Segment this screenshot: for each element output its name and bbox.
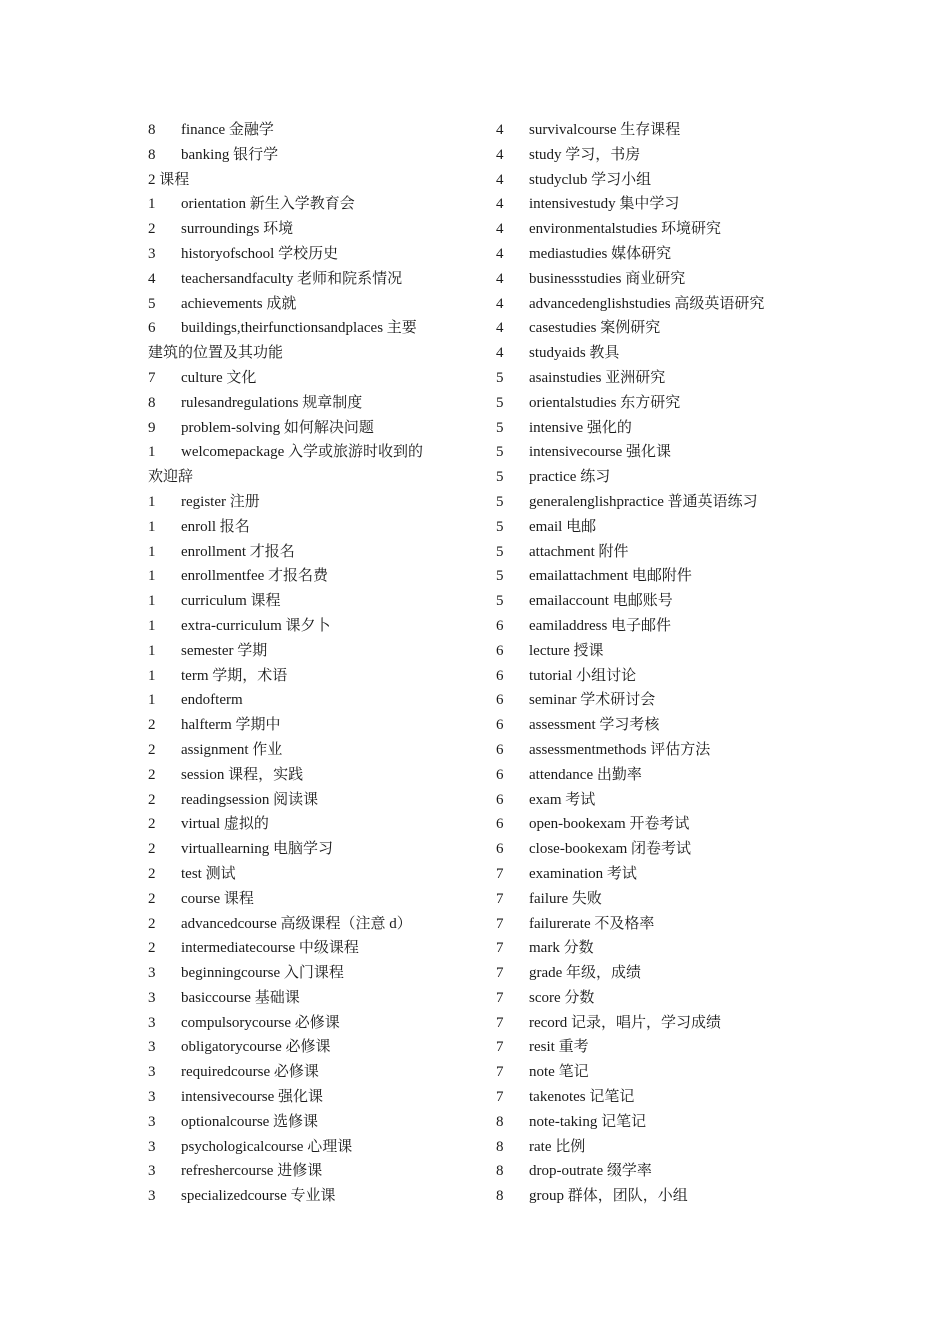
vocab-entry — [496, 936, 826, 961]
entry-text: readingsession 阅读课 — [181, 791, 319, 808]
entry-text: grade 年级，成绩 — [529, 965, 642, 982]
vocab-entry — [496, 812, 826, 837]
entry-number: 1 — [148, 642, 156, 659]
vocab-entry — [496, 1085, 826, 1110]
vocab-entry — [148, 1184, 468, 1209]
entry-number: 4 — [148, 270, 156, 287]
entry-number: 2 — [148, 791, 156, 808]
entry-text: beginningcourse 入门课程 — [181, 965, 344, 982]
vocab-entry — [148, 1159, 468, 1184]
entry-text: virtual 虚拟的 — [181, 816, 269, 833]
vocab-entry — [496, 540, 826, 565]
vocab-entry — [496, 788, 826, 813]
entry-text: emailaccount 电邮账号 — [529, 593, 673, 610]
entry-number: 5 — [496, 444, 504, 461]
vocab-entry — [496, 639, 826, 664]
vocab-entry — [496, 564, 826, 589]
entry-text: emailattachment 电邮附件 — [529, 568, 692, 585]
entry-text: record 记录，唱片，学习成绩 — [529, 1014, 722, 1031]
vocabulary-column-right — [496, 118, 826, 1209]
vocab-entry — [148, 217, 468, 242]
entry-number: 6 — [496, 766, 504, 783]
vocab-entry — [148, 812, 468, 837]
entry-number: 2 — [148, 741, 156, 758]
entry-text: basiccourse 基础课 — [181, 989, 300, 1006]
entry-text: studyclub 学习小组 — [529, 171, 652, 188]
entry-number: 7 — [496, 915, 504, 932]
entry-text: finance 金融学 — [181, 122, 274, 138]
vocab-entry — [148, 713, 468, 738]
entry-number: 7 — [496, 989, 504, 1006]
vocab-entry — [496, 366, 826, 391]
entry-text: environmentalstudies 环境研究 — [529, 221, 722, 238]
entry-text: score 分数 — [529, 989, 595, 1006]
vocab-entry — [496, 1035, 826, 1060]
entry-number: 6 — [148, 320, 156, 337]
vocab-entry — [496, 1011, 826, 1036]
entry-number: 4 — [496, 196, 504, 213]
vocab-entry — [496, 168, 826, 193]
entry-number: 6 — [496, 741, 504, 758]
vocab-entry — [148, 366, 468, 391]
entry-text: course 课程 — [181, 890, 254, 907]
vocab-entry — [496, 1159, 826, 1184]
entry-number: 3 — [148, 965, 156, 982]
entry-number: 8 — [496, 1113, 504, 1130]
vocab-entry — [148, 887, 468, 912]
entry-number: 1 — [148, 543, 156, 560]
entry-text: practice 练习 — [529, 469, 611, 486]
vocab-entry — [148, 1110, 468, 1135]
entry-number: 6 — [496, 791, 504, 808]
entry-text: assessment 学习考核 — [529, 717, 660, 734]
entry-number: 3 — [148, 1113, 156, 1130]
vocab-entry — [148, 664, 468, 689]
entry-text: historyofschool 学校历史 — [181, 245, 339, 262]
entry-text: virtuallearning 电脑学习 — [181, 841, 334, 858]
entry-text: buildings,theirfunctionsandplaces 主要 — [181, 320, 417, 337]
entry-number: 6 — [496, 692, 504, 709]
entry-text: problem-solving 如何解决问题 — [181, 419, 374, 436]
entry-number: 4 — [496, 122, 504, 138]
entry-number: 7 — [496, 890, 504, 907]
vocab-entry — [496, 292, 826, 317]
entry-text: term 学期，术语 — [181, 667, 288, 684]
entry-text: exam 考试 — [529, 791, 596, 808]
vocab-entry — [496, 763, 826, 788]
entry-text: 欢迎辞 — [148, 469, 194, 486]
vocab-entry — [496, 664, 826, 689]
entry-text: rate 比例 — [529, 1138, 586, 1155]
entry-text: failure 失败 — [529, 890, 602, 907]
entry-number: 8 — [496, 1138, 504, 1155]
entry-text: orientation 新生入学教育会 — [181, 196, 355, 213]
entry-number: 8 — [148, 146, 156, 163]
entry-text: open-bookexam 开卷考试 — [529, 816, 690, 833]
entry-text: generalenglishpractice 普通英语练习 — [529, 493, 758, 510]
entry-text: failurerate 不及格率 — [529, 915, 655, 932]
entry-text: achievements 成就 — [181, 295, 297, 312]
vocab-entry — [148, 1011, 468, 1036]
entry-number: 1 — [148, 196, 156, 213]
vocab-entry — [496, 713, 826, 738]
entry-text: examination 考试 — [529, 865, 637, 882]
entry-text: attachment 附件 — [529, 543, 629, 560]
entry-number: 8 — [496, 1163, 504, 1180]
entry-text: advancedcourse 高级课程（注意 d） — [181, 915, 412, 932]
entry-text: mark 分数 — [529, 940, 594, 957]
entry-text: takenotes 记笔记 — [529, 1089, 635, 1106]
vocab-entry — [148, 837, 468, 862]
vocab-entry — [148, 192, 468, 217]
vocab-entry — [148, 490, 468, 515]
vocab-entry — [496, 118, 826, 143]
entry-number: 4 — [496, 295, 504, 312]
vocab-entry — [148, 738, 468, 763]
entry-number: 7 — [496, 1014, 504, 1031]
entry-text: refreshercourse 进修课 — [181, 1163, 323, 1180]
vocab-entry — [148, 416, 468, 441]
entry-text: surroundings 环境 — [181, 221, 294, 238]
entry-number: 3 — [148, 245, 156, 262]
vocab-entry — [496, 738, 826, 763]
entry-number: 4 — [496, 146, 504, 163]
vocab-entry — [148, 912, 468, 937]
entry-number: 4 — [496, 345, 504, 362]
entry-text: casestudies 案例研究 — [529, 320, 661, 337]
entry-number: 6 — [496, 816, 504, 833]
entry-number: 1 — [148, 617, 156, 634]
entry-number: 6 — [496, 642, 504, 659]
vocab-entry — [148, 936, 468, 961]
vocab-entry — [496, 440, 826, 465]
entry-number: 7 — [496, 865, 504, 882]
vocab-entry — [496, 837, 826, 862]
entry-text: enrollment 才报名 — [181, 543, 295, 560]
entry-number: 3 — [148, 989, 156, 1006]
vocab-entry — [496, 192, 826, 217]
entry-number: 2 — [148, 221, 156, 238]
entry-text: register 注册 — [181, 493, 260, 510]
vocab-entry — [148, 589, 468, 614]
entry-number: 1 — [148, 692, 156, 709]
entry-number: 3 — [148, 1064, 156, 1081]
vocab-entry — [496, 862, 826, 887]
entry-number: 6 — [496, 841, 504, 858]
entry-number: 5 — [496, 543, 504, 560]
entry-text: intensivecourse 强化课 — [529, 444, 672, 461]
entry-number: 7 — [148, 369, 156, 386]
vocab-entry — [148, 242, 468, 267]
vocab-entry — [148, 688, 468, 713]
entry-number: 1 — [148, 667, 156, 684]
entry-number: 1 — [148, 493, 156, 510]
entry-number: 4 — [496, 171, 504, 188]
entry-text: close-bookexam 闭卷考试 — [529, 841, 692, 858]
entry-text: eamiladdress 电子邮件 — [529, 617, 672, 634]
vocab-entry — [148, 1035, 468, 1060]
vocab-entry — [496, 589, 826, 614]
entry-text: intermediatecourse 中级课程 — [181, 940, 359, 957]
entry-number: 7 — [496, 1089, 504, 1106]
entry-text: intensivecourse 强化课 — [181, 1089, 324, 1106]
entry-number: 7 — [496, 1039, 504, 1056]
entry-text: asainstudies 亚洲研究 — [529, 369, 666, 386]
entry-text: psychologicalcourse 心理课 — [181, 1138, 353, 1155]
vocab-entry — [496, 1110, 826, 1135]
entry-number: 7 — [496, 965, 504, 982]
vocab-entry — [496, 515, 826, 540]
entry-text: 建筑的位置及其功能 — [148, 345, 284, 362]
entry-number: 2 — [148, 890, 156, 907]
entry-number: 2 — [148, 915, 156, 932]
vocab-entry — [496, 391, 826, 416]
entry-number: 2 — [148, 717, 156, 734]
entry-text: tutorial 小组讨论 — [529, 667, 637, 684]
entry-text: banking 银行学 — [181, 146, 279, 163]
vocab-entry — [148, 118, 468, 143]
entry-number: 5 — [496, 568, 504, 585]
vocab-entry — [148, 316, 468, 341]
entry-text: resit 重考 — [529, 1039, 589, 1056]
entry-number: 5 — [496, 518, 504, 535]
entry-text: intensivestudy 集中学习 — [529, 196, 680, 213]
vocab-entry — [496, 688, 826, 713]
vocab-entry — [496, 1184, 826, 1209]
entry-number: 8 — [148, 394, 156, 411]
entry-text: curriculum 课程 — [181, 593, 281, 610]
entry-number: 2 — [148, 865, 156, 882]
entry-number: 1 — [148, 444, 156, 461]
entry-text: seminar 学术研讨会 — [529, 692, 656, 709]
entry-number: 1 — [148, 518, 156, 535]
entry-text: assessmentmethods 评估方法 — [529, 741, 711, 758]
vocab-entry — [496, 1135, 826, 1160]
entry-text: teachersandfaculty 老师和院系情况 — [181, 270, 403, 287]
vocab-entry — [148, 292, 468, 317]
entry-number: 6 — [496, 667, 504, 684]
entry-text: intensive 强化的 — [529, 419, 632, 436]
entry-text: survivalcourse 生存课程 — [529, 122, 681, 138]
entry-number: 5 — [496, 493, 504, 510]
entry-text: assignment 作业 — [181, 741, 283, 758]
vocab-entry — [148, 440, 468, 465]
entry-text: obligatorycourse 必修课 — [181, 1039, 331, 1056]
entry-number: 8 — [496, 1188, 504, 1205]
vocab-entry — [496, 887, 826, 912]
vocab-entry — [148, 763, 468, 788]
entry-number: 5 — [496, 394, 504, 411]
entry-number: 5 — [496, 369, 504, 386]
entry-number: 5 — [496, 469, 504, 486]
entry-text: rulesandregulations 规章制度 — [181, 394, 363, 411]
entry-number: 7 — [496, 1064, 504, 1081]
entry-number: 6 — [496, 717, 504, 734]
entry-text: welcomepackage 入学或旅游时收到的 — [181, 444, 424, 461]
entry-number: 2 — [148, 940, 156, 957]
entry-number: 4 — [496, 320, 504, 337]
vocab-entry — [496, 316, 826, 341]
entry-number: 5 — [496, 419, 504, 436]
entry-number: 3 — [148, 1188, 156, 1205]
vocab-entry — [148, 961, 468, 986]
vocab-entry — [148, 986, 468, 1011]
entry-text: note 笔记 — [529, 1064, 589, 1081]
entry-text: drop-outrate 缀学率 — [529, 1163, 652, 1180]
entry-text: businessstudies 商业研究 — [529, 270, 686, 287]
entry-text: mediastudies 媒体研究 — [529, 245, 672, 262]
vocab-entry — [496, 143, 826, 168]
entry-text: semester 学期 — [181, 642, 268, 659]
entry-number: 3 — [148, 1138, 156, 1155]
vocab-entry — [496, 416, 826, 441]
vocab-entry — [148, 639, 468, 664]
entry-number: 1 — [148, 568, 156, 585]
vocabulary-column-left — [148, 118, 468, 1209]
vocab-entry — [496, 490, 826, 515]
entry-text: enroll 报名 — [181, 518, 250, 535]
entry-text: 2 课程 — [148, 171, 190, 188]
entry-number: 2 — [148, 841, 156, 858]
entry-number: 7 — [496, 940, 504, 957]
vocab-entry — [148, 1085, 468, 1110]
entry-text: extra-curriculum 课夕卜 — [181, 617, 331, 634]
vocab-entry — [496, 242, 826, 267]
vocab-entry — [148, 1060, 468, 1085]
vocab-entry — [496, 912, 826, 937]
entry-number: 3 — [148, 1039, 156, 1056]
entry-text: study 学习，书房 — [529, 146, 641, 163]
entry-text: optionalcourse 选修课 — [181, 1113, 319, 1130]
entry-number: 3 — [148, 1163, 156, 1180]
entry-number: 9 — [148, 419, 156, 436]
vocab-entry — [148, 515, 468, 540]
vocab-entry — [148, 862, 468, 887]
entry-text: endofterm — [181, 692, 243, 709]
vocab-entry — [496, 267, 826, 292]
entry-text: halfterm 学期中 — [181, 717, 281, 734]
vocab-entry — [496, 217, 826, 242]
entry-number: 4 — [496, 221, 504, 238]
entry-number: 3 — [148, 1089, 156, 1106]
entry-text: enrollmentfee 才报名费 — [181, 568, 329, 585]
vocab-entry — [148, 1135, 468, 1160]
entry-text: advancedenglishstudies 高级英语研究 — [529, 295, 765, 312]
entry-text: attendance 出勤率 — [529, 766, 642, 783]
vocab-entry — [496, 986, 826, 1011]
entry-continuation — [148, 341, 468, 366]
vocab-entry — [148, 788, 468, 813]
entry-text: note-taking 记笔记 — [529, 1113, 647, 1130]
vocab-entry — [148, 540, 468, 565]
entry-number: 8 — [148, 122, 156, 138]
entry-number: 5 — [148, 295, 156, 312]
entry-number: 5 — [496, 593, 504, 610]
entry-continuation — [148, 465, 468, 490]
vocab-entry — [496, 614, 826, 639]
section-heading — [148, 168, 468, 193]
entry-number: 2 — [148, 816, 156, 833]
entry-text: orientalstudies 东方研究 — [529, 394, 681, 411]
entry-number: 3 — [148, 1014, 156, 1031]
vocab-entry — [496, 465, 826, 490]
entry-text: compulsorycourse 必修课 — [181, 1014, 340, 1031]
entry-number: 1 — [148, 593, 156, 610]
entry-text: group 群体，团队，小组 — [529, 1188, 688, 1205]
entry-number: 6 — [496, 617, 504, 634]
vocab-entry — [148, 614, 468, 639]
vocab-entry — [148, 267, 468, 292]
vocab-entry — [148, 564, 468, 589]
vocab-entry — [148, 143, 468, 168]
entry-text: specializedcourse 专业课 — [181, 1188, 336, 1205]
entry-text: studyaids 教具 — [529, 345, 620, 362]
vocab-entry — [496, 961, 826, 986]
entry-number: 2 — [148, 766, 156, 783]
vocab-entry — [496, 341, 826, 366]
entry-text: culture 文化 — [181, 369, 257, 386]
entry-text: lecture 授课 — [529, 642, 604, 659]
entry-number: 4 — [496, 270, 504, 287]
vocab-entry — [148, 391, 468, 416]
entry-text: session 课程，实践 — [181, 766, 304, 783]
vocab-entry — [496, 1060, 826, 1085]
entry-text: test 测试 — [181, 865, 236, 882]
entry-number: 4 — [496, 245, 504, 262]
entry-text: requiredcourse 必修课 — [181, 1064, 319, 1081]
entry-text: email 电邮 — [529, 518, 597, 535]
